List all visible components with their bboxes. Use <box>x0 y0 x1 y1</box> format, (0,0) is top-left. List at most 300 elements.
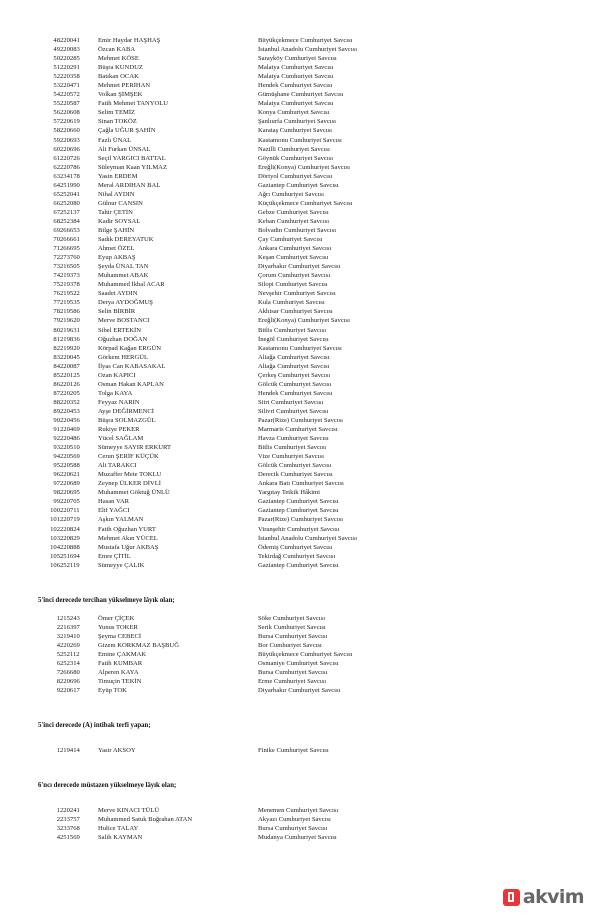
row-sicil: 220619 <box>60 118 80 126</box>
row-index: 1 <box>56 747 60 755</box>
row-name: Nihal AYDIN <box>98 190 135 198</box>
table-row <box>38 145 562 154</box>
row-sicil: 220588 <box>60 462 80 470</box>
row-index: 49 <box>53 46 60 54</box>
table-row <box>38 515 562 524</box>
row-post: Kastamonu Cumhuriyet Savcısı <box>258 344 342 352</box>
row-name: Muhammet Göktuğ ÜNLÜ <box>98 489 170 497</box>
row-index: 70 <box>53 236 60 244</box>
row-name: Seçil YARGICI BATTAL <box>98 154 166 162</box>
section-spacer <box>38 755 562 781</box>
row-name: Sibel ERTEKİN <box>98 326 142 334</box>
table-row <box>38 298 562 307</box>
table-row <box>38 99 562 108</box>
row-post: Ağrı Cumhuriyet Savcısı <box>258 190 324 198</box>
row-name: Büşra SOLMAZGÜL <box>98 416 156 424</box>
row-index: 3 <box>56 632 60 640</box>
row-name: Sümeyye SAYIR ERKURT <box>98 444 171 452</box>
table-row <box>38 90 562 99</box>
row-post: Gölcük Cumhuriyet Savcısı <box>258 380 332 388</box>
row-index: 92 <box>53 435 60 443</box>
row-name: Zeynep ÜLKER DİVLİ <box>98 480 161 488</box>
row-sicil: 220608 <box>60 109 80 117</box>
row-sicil: 220291 <box>60 64 80 72</box>
table-row <box>38 190 562 199</box>
row-post: Akyazı Cumhuriyet Savcısı <box>258 816 331 824</box>
table-row <box>38 470 562 479</box>
row-sicil: 273760 <box>60 254 80 262</box>
table-row <box>38 416 562 425</box>
row-sicil: 220587 <box>60 100 80 108</box>
row-post: Bitlis Cumhuriyet Savcısı <box>258 444 327 452</box>
row-post: Ödemiş Cumhuriyet Savcısı <box>258 543 333 551</box>
section-spacer <box>38 570 562 596</box>
roster-table <box>38 614 562 695</box>
row-sicil: 216505 <box>60 263 80 271</box>
row-post: İstanbul Anadolu Cumhuriyet Savcısı <box>258 46 358 54</box>
row-index: 68 <box>53 217 60 225</box>
row-name: Körpad Kağan ERGÜN <box>98 344 161 352</box>
row-post: Gümüşhane Cumhuriyet Savcısı <box>258 91 344 99</box>
row-sicil: 220285 <box>60 55 80 63</box>
table-row <box>38 289 562 298</box>
table-row <box>38 806 562 815</box>
row-post: Keşan Cumhuriyet Savcısı <box>258 254 329 262</box>
row-index: 106 <box>50 561 60 569</box>
row-name: Görkem HERGÜL <box>98 353 148 361</box>
row-sicil: 220621 <box>60 471 80 479</box>
table-row <box>38 677 562 686</box>
row-sicil: 220711 <box>60 507 80 515</box>
row-index: 105 <box>50 552 60 560</box>
row-index: 73 <box>53 263 60 271</box>
row-index: 69 <box>53 226 60 234</box>
row-post: Nazilli Cumhuriyet Savcısı <box>258 145 330 153</box>
table-row <box>38 208 562 217</box>
row-name: Yasir AKSOY <box>98 747 136 755</box>
table-row <box>38 36 562 45</box>
watermark-text: akvim <box>522 886 584 908</box>
row-post: Derecik Cumhuriyet Savcısı <box>258 471 333 479</box>
row-sicil: 219586 <box>60 308 80 316</box>
roster-section <box>38 596 562 695</box>
table-row <box>38 833 562 842</box>
row-index: 58 <box>53 127 60 135</box>
table-row <box>38 525 562 534</box>
row-sicil: 220241 <box>60 807 80 815</box>
row-sicil: 220726 <box>60 154 80 162</box>
row-sicil: 220693 <box>60 136 80 144</box>
row-name: Muhammed İkbal ACAR <box>98 281 165 289</box>
row-name: Osman Hakan KAPLAN <box>98 380 164 388</box>
table-row <box>38 497 562 506</box>
table-row <box>38 659 562 668</box>
row-sicil: 233768 <box>60 825 80 833</box>
table-row <box>38 280 562 289</box>
row-sicil: 234178 <box>60 172 80 180</box>
table-row <box>38 389 562 398</box>
row-sicil: 216397 <box>60 623 80 631</box>
row-sicil: 252384 <box>60 217 80 225</box>
row-post: Hendek Cumhuriyet Savcısı <box>258 82 333 90</box>
table-row <box>38 226 562 235</box>
row-sicil: 252041 <box>60 190 80 198</box>
row-name: Ali TARAKCI <box>98 462 137 470</box>
row-sicil: 220660 <box>60 127 80 135</box>
row-post: Pazar(Rize) Cumhuriyet Savcısı <box>258 416 343 424</box>
row-index: 95 <box>53 462 60 470</box>
row-name: Sümeyye ÇALIK <box>98 561 145 569</box>
row-sicil: 220689 <box>60 480 80 488</box>
section-heading: 5'inci derecede (A) intibak terfi yapan; <box>38 722 151 730</box>
row-post: Diyarbakır Cumhuriyet Savcısı <box>258 263 341 271</box>
row-post: Ereğli(Konya) Cumhuriyet Savcısı <box>258 163 350 171</box>
row-index: 54 <box>53 91 60 99</box>
row-post: Mudanya Cumhuriyet Savcısı <box>258 834 337 842</box>
row-sicil: 233757 <box>60 816 80 824</box>
row-name: Mehmet KÖSE <box>98 55 139 63</box>
table-row <box>38 307 562 316</box>
row-index: 65 <box>53 190 60 198</box>
row-name: Meral ARDIHAN BAL <box>98 181 161 189</box>
row-sicil: 220125 <box>60 371 80 379</box>
row-post: Menemen Cumhuriyet Savcısı <box>258 807 339 815</box>
row-sicil: 266653 <box>60 226 80 234</box>
row-post: Tekirdağ Cumhuriyet Savcısı <box>258 552 336 560</box>
row-post: Ankara Batı Cumhuriyet Savcısı <box>258 480 344 488</box>
row-sicil: 220126 <box>60 380 80 388</box>
row-index: 53 <box>53 82 60 90</box>
row-name: Feyyaz NARIN <box>98 398 140 406</box>
row-name: Yasin ERDEM <box>98 172 138 180</box>
row-post: Göynük Cumhuriyet Savcısı <box>258 154 334 162</box>
row-index: 90 <box>53 416 60 424</box>
row-index: 72 <box>53 254 60 262</box>
row-name: Alperen KAYA <box>98 669 139 677</box>
table-row <box>38 407 562 416</box>
row-post: Viranşehir Cumhuriyet Savcısı <box>258 525 340 533</box>
table-row <box>38 181 562 190</box>
row-post: Söke Cumhuriyet Savcısı <box>258 614 326 622</box>
row-sicil: 220471 <box>60 82 80 90</box>
table-row <box>38 686 562 695</box>
row-sicil: 266680 <box>60 669 80 677</box>
row-name: Emre ÇİTİL <box>98 552 131 560</box>
row-index: 98 <box>53 489 60 497</box>
row-sicil: 252314 <box>60 660 80 667</box>
table-row <box>38 253 562 262</box>
row-name: Ali Furkan ÜNSAL <box>98 145 151 153</box>
row-name: Hulice TALAY <box>98 825 139 833</box>
row-index: 64 <box>53 181 60 189</box>
row-index: 93 <box>53 444 60 452</box>
roster-table-body <box>38 614 562 695</box>
row-post: Bursa Cumhuriyet Savcısı <box>258 632 328 640</box>
table-row <box>38 81 562 90</box>
row-index: 97 <box>53 480 60 488</box>
row-name: Emir Haydar HAŞHAŞ <box>98 37 161 44</box>
row-name: Gizem KORKMAZ BAŞBUĞ <box>98 641 179 649</box>
row-post: Ankara Cumhuriyet Savcısı <box>258 245 332 253</box>
row-index: 103 <box>50 534 60 542</box>
table-row <box>38 425 562 434</box>
row-sicil: 220358 <box>60 73 80 81</box>
row-index: 89 <box>53 407 60 415</box>
row-post: Malatya Cumhuriyet Savcısı <box>258 100 334 108</box>
table-row <box>38 353 562 362</box>
row-sicil: 220486 <box>60 435 80 443</box>
row-sicil: 219620 <box>60 317 80 325</box>
table-row <box>38 244 562 253</box>
row-index: 79 <box>53 317 60 325</box>
row-post: Dörtyol Cumhuriyet Savcısı <box>258 172 333 180</box>
row-post: Gölcük Cumhuriyet Savcısı <box>258 462 332 470</box>
heading-spacer <box>38 790 562 806</box>
row-sicil: 220352 <box>60 398 80 406</box>
row-sicil: 219414 <box>60 747 80 755</box>
roster-table <box>38 36 562 570</box>
table-row <box>38 235 562 244</box>
row-post: Hendek Cumhuriyet Savcısı <box>258 389 333 397</box>
row-index: 100 <box>50 507 60 515</box>
table-row <box>38 72 562 81</box>
section-heading: 6'ncı derecede müstazen yükselmeye lâyık olan; <box>38 782 177 790</box>
row-sicil: 251694 <box>60 552 80 560</box>
table-row <box>38 668 562 677</box>
row-sicil: 220696 <box>60 678 80 686</box>
row-name: Merve KINACI TÜLÜ <box>98 807 160 815</box>
row-index: 87 <box>53 389 60 397</box>
table-row <box>38 344 562 353</box>
row-sicil: 251569 <box>60 834 80 842</box>
row-index: 8 <box>56 678 60 686</box>
table-row <box>38 172 562 181</box>
table-row <box>38 614 562 623</box>
heading-spacer <box>38 605 562 614</box>
row-post: Çay Cumhuriyet Savcısı <box>258 236 323 244</box>
row-sicil: 220888 <box>60 543 80 551</box>
table-row <box>38 543 562 552</box>
row-post: Kastamonu Cumhuriyet Savcısı <box>258 136 342 144</box>
row-index: 2 <box>56 623 60 631</box>
row-index: 84 <box>53 362 60 370</box>
section-spacer <box>38 695 562 721</box>
row-index: 52 <box>53 73 60 81</box>
row-name: Fazlı ÜNAL <box>98 136 132 144</box>
row-index: 66 <box>53 199 60 207</box>
row-index: 102 <box>50 525 60 533</box>
row-sicil: 220087 <box>60 362 80 370</box>
row-post: Bitlis Cumhuriyet Savcısı <box>258 326 327 334</box>
row-name: Fatih Mehmet TANYOLU <box>98 100 169 108</box>
table-row <box>38 117 562 126</box>
row-post: İstanbul Anadolu Cumhuriyet Savcısı <box>258 534 358 542</box>
row-name: Muhammet ABAK <box>98 272 149 280</box>
row-index: 61 <box>53 154 60 162</box>
row-name: Sinan TOKÖZ <box>98 118 137 126</box>
row-post: Finike Cumhuriyet Savcısı <box>258 747 329 755</box>
table-row <box>38 335 562 344</box>
watermark-logo-icon <box>503 889 520 906</box>
row-post: Diyarbakır Cumhuriyet Savcısı <box>258 687 341 695</box>
row-name: Ayşe DEĞİRMENCİ <box>98 407 154 415</box>
table-row <box>38 815 562 824</box>
table-row <box>38 452 562 461</box>
row-sicil: 219378 <box>60 281 80 289</box>
row-name: Çağla UĞUR ŞAHİN <box>98 127 156 135</box>
row-sicil: 220456 <box>60 416 80 424</box>
row-sicil: 252119 <box>60 561 80 569</box>
table-row <box>38 506 562 515</box>
row-index: 94 <box>53 453 60 461</box>
row-post: Havza Cumhuriyet Savcısı <box>258 435 329 443</box>
section-heading: 5'inci derecede tercihan yükselmeye lâyık olan; <box>38 596 175 604</box>
row-post: Nevşehir Cumhuriyet Savcısı <box>258 290 336 298</box>
row-index: 82 <box>53 344 60 352</box>
table-row <box>38 217 562 226</box>
table-row <box>38 479 562 488</box>
table-row <box>38 136 562 145</box>
row-name: Elif YAĞCI <box>98 507 130 515</box>
row-name: Timuçin TEKİN <box>98 678 142 686</box>
row-post: Bor Cumhuriyet Savcısı <box>258 641 322 649</box>
table-row <box>38 641 562 650</box>
table-row <box>38 623 562 632</box>
row-sicil: 252137 <box>60 208 80 216</box>
row-post: Osmaniye Cumhuriyet Savcısı <box>258 660 339 667</box>
row-name: Merve BOSTANCI <box>98 317 150 325</box>
row-index: 9 <box>56 687 60 695</box>
row-post: Yargıtay Tetkik Hâkimi <box>258 489 320 497</box>
row-post: Silopi Cumhuriyet Savcısı <box>258 281 328 289</box>
row-post: Vize Cumhuriyet Savcısı <box>258 453 324 461</box>
row-index: 2 <box>56 816 60 824</box>
row-index: 57 <box>53 118 60 126</box>
row-post: Gaziantep Cumhuriyet Savcısı <box>258 561 339 569</box>
row-index: 85 <box>53 371 60 379</box>
row-name: Ozan KAPICI <box>98 371 136 379</box>
row-post: Gaziantep Cumhuriyet Savcısı <box>258 507 339 515</box>
row-sicil: 215243 <box>60 614 80 622</box>
row-post: Malatya Cumhuriyet Savcısı <box>258 73 334 81</box>
table-row <box>38 650 562 659</box>
table-row <box>38 54 562 63</box>
row-name: Rukiye PEKER <box>98 426 140 434</box>
row-index: 80 <box>53 326 60 334</box>
row-sicil: 220083 <box>60 46 80 54</box>
table-row <box>38 398 562 407</box>
row-index: 101 <box>50 516 60 524</box>
row-post: Pazar(Rize) Cumhuriyet Savcısı <box>258 516 343 524</box>
row-post: Ereğli(Konya) Cumhuriyet Savcısı <box>258 317 350 325</box>
table-row <box>38 746 562 755</box>
row-name: Kadir SOYSAL <box>98 217 141 225</box>
row-index: 67 <box>53 208 60 216</box>
row-sicil: 220469 <box>60 426 80 434</box>
row-name: Oğuzhan DOĞAN <box>98 335 148 343</box>
row-post: Çerkeş Cumhuriyet Savcısı <box>258 371 331 379</box>
row-sicil: 266695 <box>60 245 80 253</box>
table-row <box>38 371 562 380</box>
row-name: Yücel SAĞLAM <box>98 435 144 443</box>
row-post: Çorum Cumhuriyet Savcısı <box>258 272 331 280</box>
row-index: 55 <box>53 100 60 108</box>
row-name: Gülnur CANSIN <box>98 199 143 207</box>
row-name: Şeyda ÜNAL TAN <box>98 263 149 271</box>
row-post: İnegöl Cumhuriyet Savcısı <box>258 335 329 343</box>
row-name: Emine ÇAKMAK <box>98 650 147 658</box>
row-name: Volkan ŞİMŞEK <box>98 91 143 99</box>
row-post: Silivri Cumhuriyet Savcısı <box>258 407 329 415</box>
row-post: Gaziantep Cumhuriyet Savcısı <box>258 498 339 506</box>
roster-table <box>38 746 562 755</box>
row-post: Büyükçekmece Cumhuriyet Savcısı <box>258 650 353 658</box>
row-name: Ömer ÇİÇEK <box>98 614 135 622</box>
row-name: Büşra KUNDUZ <box>98 64 143 72</box>
table-row <box>38 45 562 54</box>
row-index: 60 <box>53 145 60 153</box>
table-row <box>38 534 562 543</box>
row-sicil: 219535 <box>60 299 80 307</box>
row-sicil: 266661 <box>60 236 80 244</box>
row-sicil: 219410 <box>60 632 80 640</box>
row-post: Bursa Cumhuriyet Savcısı <box>258 825 328 833</box>
row-post: Akhisar Cumhuriyet Savcısı <box>258 308 333 316</box>
row-name: Tahir ÇETİN <box>98 208 133 216</box>
row-sicil: 219631 <box>60 326 80 334</box>
row-name: Eyüp TOK <box>98 687 127 695</box>
row-sicil: 220453 <box>60 407 80 415</box>
row-index: 74 <box>53 272 60 280</box>
roster-section <box>38 721 562 755</box>
row-post: Kula Cumhuriyet Savcısı <box>258 299 325 307</box>
row-name: Hasan VAR <box>98 498 130 506</box>
row-index: 104 <box>50 543 60 551</box>
row-name: Fatih KUMBAR <box>98 660 143 667</box>
row-index: 99 <box>53 498 60 506</box>
roster-table-body <box>38 746 562 755</box>
row-post: Sarayköy Cumhuriyet Savcısı <box>258 55 337 63</box>
row-index: 51 <box>53 64 60 72</box>
table-row <box>38 262 562 271</box>
row-index: 77 <box>53 299 60 307</box>
row-post: Marmaris Cumhuriyet Savcısı <box>258 426 338 434</box>
row-post: Bursa Cumhuriyet Savcısı <box>258 669 328 677</box>
row-post: Büyükçekmece Cumhuriyet Savcısı <box>258 37 353 44</box>
row-sicil: 220041 <box>60 37 80 44</box>
row-post: Serik Cumhuriyet Savcısı <box>258 623 326 631</box>
table-row <box>38 63 562 72</box>
row-post: Şanlıurfa Cumhuriyet Savcısı <box>258 118 337 126</box>
row-name: Sadık DEREYATUK <box>98 236 154 244</box>
row-name: Süleyman Kaan YILMAZ <box>98 163 167 171</box>
roster-table-body <box>38 36 562 570</box>
row-sicil: 220205 <box>60 389 80 397</box>
table-row <box>38 108 562 117</box>
heading-spacer <box>38 730 562 746</box>
row-post: Gaziantep Cumhuriyet Savcısı <box>258 181 339 189</box>
row-name: Şeyma CEBECİ <box>98 632 142 640</box>
table-row <box>38 326 562 335</box>
row-index: 78 <box>53 308 60 316</box>
table-row <box>38 434 562 443</box>
row-post: Aliağa Cumhuriyet Savcısı <box>258 362 330 370</box>
row-post: Keban Cumhuriyet Savcısı <box>258 217 330 225</box>
row-name: Eyup AKBAŞ <box>98 254 136 262</box>
row-name: Batıkan OCAK <box>98 73 139 81</box>
row-name: Mehmet PERİHAN <box>98 82 151 90</box>
row-post: Konya Cumhuriyet Savcısı <box>258 109 330 117</box>
